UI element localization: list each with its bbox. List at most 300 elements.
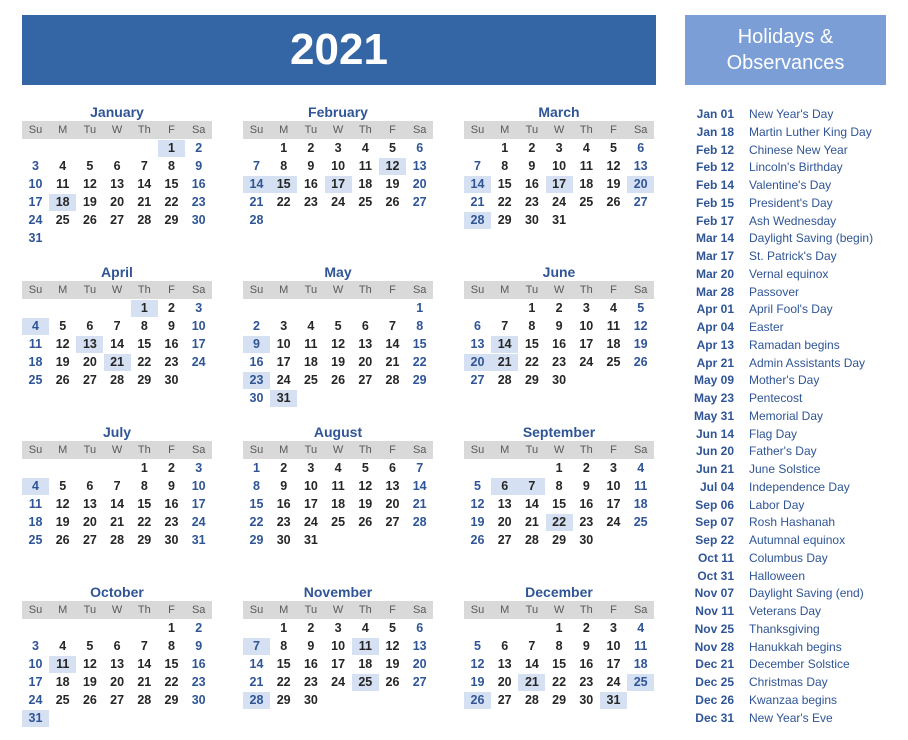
weekday-label: M — [279, 604, 289, 616]
day-cell: 24 — [191, 355, 206, 369]
day-cell: 23 — [303, 195, 318, 209]
holiday-name: New Year's Day — [749, 107, 834, 121]
day-cell: 30 — [164, 373, 179, 387]
weekday-label: W — [111, 124, 123, 136]
day-cell: 1 — [501, 141, 509, 155]
day-cell: 26 — [464, 692, 491, 709]
day-cell: 21 — [412, 497, 427, 511]
weekday-label: Su — [249, 444, 264, 456]
day-cell: 18 — [28, 355, 43, 369]
day-cell: 19 — [633, 337, 648, 351]
day-cell: 19 — [55, 355, 70, 369]
weekday-label: Tu — [525, 444, 539, 456]
day-cell: 16 — [552, 337, 567, 351]
weekday-header — [464, 441, 654, 459]
weekday-label: Sa — [633, 604, 648, 616]
day-cell: 3 — [334, 141, 342, 155]
weekday-label: M — [500, 124, 510, 136]
day-cell: 4 — [610, 301, 617, 315]
day-cell: 25 — [352, 674, 379, 691]
weekday-label: Th — [579, 124, 593, 136]
year-title: 2021 — [22, 15, 656, 85]
day-cell: 6 — [637, 141, 645, 155]
holiday-date: Jan 18 — [696, 124, 734, 139]
day-cell: 4 — [361, 141, 369, 155]
day-cell: 13 — [497, 497, 512, 511]
day-cell: 16 — [579, 497, 594, 511]
holiday-name: Daylight Saving (begin) — [749, 231, 874, 246]
day-cell: 27 — [497, 533, 512, 547]
weekday-label: Sa — [191, 124, 206, 136]
day-cell: 21 — [491, 354, 518, 371]
day-cell: 30 — [276, 533, 291, 547]
day-cell: 18 — [303, 355, 318, 369]
day-cell: 26 — [385, 195, 400, 209]
weekday-label: Th — [358, 604, 372, 616]
day-cell: 15 — [552, 657, 567, 671]
day-cell: 3 — [195, 301, 203, 315]
holiday-name: Father's Day — [749, 444, 817, 459]
month-name: February — [308, 104, 368, 120]
day-cell: 22 — [546, 514, 573, 531]
day-cell: 16 — [579, 657, 594, 671]
day-cell: 29 — [164, 693, 179, 707]
holiday-row — [688, 407, 903, 425]
holidays-header-line1: Holidays & — [737, 26, 834, 48]
day-cell: 15 — [270, 176, 297, 193]
day-cell: 27 — [470, 373, 485, 387]
holiday-row — [688, 158, 903, 176]
holiday-date: Oct 31 — [697, 568, 734, 583]
weekday-label: F — [389, 124, 396, 136]
weekday-label: M — [58, 284, 68, 296]
day-cell: 8 — [140, 479, 148, 493]
day-cell: 7 — [474, 159, 481, 173]
day-cell: 17 — [606, 657, 621, 671]
day-cell: 20 — [412, 657, 427, 671]
day-cell: 18 — [633, 497, 648, 511]
day-cell: 23 — [552, 355, 567, 369]
day-cell: 13 — [497, 657, 512, 671]
day-cell: 28 — [137, 213, 152, 227]
day-cell: 2 — [280, 461, 288, 475]
holiday-name: Martin Luther King Day — [749, 124, 872, 139]
day-cell: 5 — [610, 141, 617, 155]
day-cell: 1 — [280, 141, 288, 155]
weekday-label: F — [610, 124, 617, 136]
weekday-label: F — [610, 604, 617, 616]
holiday-date: Feb 15 — [695, 195, 734, 210]
day-cell: 14 — [491, 336, 518, 353]
holiday-row — [688, 673, 903, 691]
day-cell: 7 — [416, 461, 424, 475]
day-cell: 8 — [280, 639, 288, 653]
day-cell: 28 — [524, 693, 539, 707]
weekday-label: Sa — [191, 284, 206, 296]
weekday-label: F — [610, 444, 617, 456]
holiday-name: Pentecost — [749, 391, 803, 405]
day-cell: 1 — [158, 140, 185, 157]
day-cell: 27 — [82, 533, 97, 547]
weekday-label: F — [389, 284, 396, 296]
day-cell: 22 — [524, 355, 539, 369]
weekday-label: W — [111, 284, 123, 296]
holiday-date: Dec 25 — [695, 675, 734, 689]
holiday-row — [688, 283, 903, 301]
holiday-name: Mother's Day — [749, 373, 820, 388]
day-cell: 13 — [110, 657, 125, 671]
holiday-name: Hanukkah begins — [749, 639, 842, 654]
day-cell: 28 — [524, 533, 539, 547]
holiday-date: May 23 — [693, 391, 734, 405]
day-cell: 23 — [164, 355, 179, 369]
day-cell: 12 — [385, 639, 400, 653]
weekday-label: M — [58, 444, 68, 456]
holiday-date: Feb 14 — [695, 178, 734, 192]
weekday-label: Su — [28, 284, 43, 296]
day-cell: 17 — [28, 675, 43, 689]
holiday-date: Apr 13 — [696, 337, 734, 352]
day-cell: 22 — [164, 195, 179, 209]
day-cell: 11 — [304, 337, 318, 351]
holiday-name: Easter — [749, 320, 784, 334]
holiday-name: Flag Day — [749, 426, 798, 441]
day-cell: 22 — [276, 675, 291, 689]
day-cell: 20 — [82, 355, 97, 369]
holidays-header — [685, 15, 886, 85]
weekday-label: Tu — [83, 444, 97, 456]
day-cell: 9 — [195, 639, 203, 653]
day-cell: 7 — [528, 639, 536, 653]
day-cell: 5 — [637, 301, 645, 315]
day-cell: 31 — [22, 710, 49, 727]
day-cell: 11 — [28, 337, 43, 351]
holiday-date: Dec 26 — [695, 692, 734, 707]
month-name: October — [90, 584, 144, 600]
day-cell: 27 — [633, 195, 648, 209]
month-name: January — [90, 104, 144, 120]
weekday-label: M — [500, 604, 510, 616]
weekday-label: Tu — [83, 124, 97, 136]
day-cell: 22 — [497, 195, 512, 209]
day-cell: 26 — [331, 373, 346, 387]
day-cell: 16 — [191, 657, 206, 671]
day-cell: 8 — [555, 639, 563, 653]
day-cell: 30 — [191, 213, 206, 227]
day-cell: 27 — [497, 693, 512, 707]
day-cell: 28 — [110, 533, 125, 547]
day-cell: 25 — [55, 693, 70, 707]
holiday-date: Nov 11 — [695, 604, 734, 618]
day-cell: 17 — [303, 497, 318, 511]
holiday-date: Mar 20 — [695, 266, 734, 281]
day-cell: 22 — [552, 675, 567, 689]
weekday-label: Sa — [633, 444, 648, 456]
day-cell: 8 — [416, 319, 424, 333]
day-cell: 19 — [606, 177, 621, 191]
day-cell: 12 — [82, 657, 97, 671]
day-cell: 4 — [582, 141, 590, 155]
day-cell: 11 — [579, 159, 593, 173]
day-cell: 15 — [249, 497, 264, 511]
holiday-date: Sep 22 — [695, 533, 734, 547]
weekday-label: Th — [137, 444, 151, 456]
weekday-label: W — [332, 284, 344, 296]
day-cell: 18 — [55, 675, 70, 689]
day-cell: 10 — [606, 479, 621, 493]
day-cell: 20 — [497, 515, 512, 529]
day-cell: 2 — [555, 301, 563, 315]
day-cell: 27 — [385, 515, 400, 529]
weekday-label: F — [389, 604, 396, 616]
day-cell: 19 — [385, 657, 400, 671]
month-name: September — [522, 424, 596, 440]
day-cell: 8 — [253, 479, 260, 493]
day-cell: 2 — [195, 621, 203, 635]
month-name: June — [542, 264, 576, 280]
weekday-label: Sa — [633, 284, 648, 296]
day-cell: 11 — [49, 656, 76, 673]
day-cell: 20 — [412, 177, 427, 191]
holiday-date: Sep 06 — [695, 497, 734, 512]
weekday-label: W — [553, 604, 565, 616]
day-cell: 18 — [358, 657, 373, 671]
day-cell: 9 — [555, 319, 563, 333]
day-cell: 31 — [28, 231, 43, 245]
day-cell: 17 — [579, 337, 594, 351]
day-cell: 27 — [412, 195, 427, 209]
day-cell: 1 — [416, 301, 424, 315]
holiday-date: Jul 04 — [699, 479, 734, 494]
day-cell: 26 — [358, 515, 373, 529]
day-cell: 11 — [606, 319, 621, 333]
day-cell: 6 — [86, 479, 94, 493]
day-cell: 30 — [524, 213, 539, 227]
day-cell: 31 — [191, 533, 206, 547]
day-cell: 12 — [470, 657, 485, 671]
day-cell: 17 — [276, 355, 291, 369]
day-cell: 17 — [191, 337, 206, 351]
weekday-header — [22, 441, 212, 459]
holiday-name: Daylight Saving (end) — [749, 586, 864, 601]
holiday-date: May 09 — [693, 373, 734, 388]
holiday-date: Dec 21 — [695, 657, 734, 672]
weekday-label: Su — [470, 124, 485, 136]
holiday-name: June Solstice — [749, 462, 821, 476]
day-cell: 19 — [385, 177, 400, 191]
day-cell: 15 — [137, 337, 152, 351]
day-cell: 20 — [497, 675, 512, 689]
day-cell: 2 — [307, 621, 315, 635]
weekday-label: Tu — [304, 284, 318, 296]
day-cell: 29 — [164, 213, 179, 227]
day-cell: 14 — [249, 657, 264, 671]
day-cell: 5 — [474, 639, 481, 653]
day-cell: 26 — [606, 195, 621, 209]
holiday-name: Columbus Day — [749, 550, 828, 565]
day-cell: 9 — [168, 479, 175, 493]
day-cell: 28 — [243, 692, 270, 709]
day-cell: 6 — [416, 621, 424, 635]
day-cell: 9 — [195, 159, 203, 173]
month-name: May — [324, 264, 352, 280]
day-cell: 16 — [303, 177, 318, 191]
weekday-label: Tu — [525, 604, 539, 616]
day-cell: 20 — [464, 354, 491, 371]
day-cell: 4 — [59, 159, 67, 173]
day-cell: 16 — [524, 177, 539, 191]
day-cell: 21 — [137, 675, 152, 689]
day-cell: 27 — [358, 373, 373, 387]
holiday-name: Autumnal equinox — [749, 533, 846, 547]
weekday-header — [243, 441, 433, 459]
day-cell: 7 — [113, 319, 121, 333]
day-cell: 21 — [137, 195, 152, 209]
day-cell: 29 — [497, 213, 512, 227]
holiday-name: April Fool's Day — [749, 302, 833, 317]
day-cell: 29 — [249, 533, 264, 547]
day-cell: 3 — [280, 319, 288, 333]
day-cell: 8 — [528, 319, 536, 333]
holiday-row — [688, 389, 903, 407]
day-cell: 23 — [579, 515, 594, 529]
day-cell: 2 — [168, 301, 175, 315]
weekday-label: Tu — [304, 124, 318, 136]
weekday-label: Th — [579, 284, 593, 296]
day-cell: 2 — [307, 141, 315, 155]
day-cell: 8 — [555, 479, 563, 493]
day-cell: 19 — [470, 515, 485, 529]
holiday-name: Rosh Hashanah — [749, 515, 836, 530]
day-cell: 10 — [28, 657, 43, 671]
day-cell: 3 — [32, 639, 39, 653]
day-cell: 18 — [28, 515, 43, 529]
day-cell: 30 — [249, 391, 264, 405]
day-cell: 28 — [137, 693, 152, 707]
day-cell: 14 — [137, 177, 152, 191]
holiday-row — [688, 371, 903, 389]
day-cell: 18 — [49, 194, 76, 211]
day-cell: 23 — [524, 195, 539, 209]
holiday-name: Passover — [749, 284, 800, 299]
holiday-name: Ash Wednesday — [749, 213, 837, 228]
day-cell: 12 — [633, 319, 648, 333]
holiday-date: Feb 17 — [695, 213, 734, 228]
holiday-row — [688, 478, 903, 496]
day-cell: 7 — [243, 638, 270, 655]
day-cell: 14 — [524, 657, 539, 671]
holiday-date: Jun 20 — [695, 444, 734, 459]
weekday-label: F — [168, 604, 175, 616]
day-cell: 9 — [307, 159, 315, 173]
month-name: July — [102, 424, 131, 440]
day-cell: 11 — [56, 177, 70, 191]
day-cell: 2 — [168, 461, 175, 475]
day-cell: 3 — [32, 159, 39, 173]
holiday-name: Ramadan begins — [749, 337, 840, 352]
day-cell: 6 — [501, 639, 509, 653]
day-cell: 15 — [524, 337, 539, 351]
day-cell: 2 — [528, 141, 536, 155]
day-cell: 8 — [501, 159, 509, 173]
holiday-row — [688, 123, 903, 141]
day-cell: 5 — [59, 479, 67, 493]
day-cell: 3 — [334, 621, 342, 635]
weekday-label: Th — [358, 444, 372, 456]
day-cell: 14 — [412, 479, 427, 493]
weekday-header — [22, 601, 212, 619]
holiday-name: St. Patrick's Day — [749, 249, 837, 263]
day-cell: 6 — [416, 141, 424, 155]
weekday-label: W — [332, 604, 344, 616]
weekday-label: M — [279, 444, 289, 456]
holiday-row — [688, 141, 903, 159]
holiday-date: Mar 14 — [695, 231, 734, 246]
day-cell: 1 — [555, 461, 563, 475]
weekday-label: Su — [249, 604, 264, 616]
day-cell: 3 — [307, 461, 315, 475]
day-cell: 10 — [331, 159, 346, 173]
day-cell: 12 — [379, 158, 406, 175]
day-cell: 27 — [82, 373, 97, 387]
holiday-row — [688, 194, 903, 212]
day-cell: 15 — [137, 497, 152, 511]
weekday-label: Su — [28, 604, 43, 616]
day-cell: 24 — [276, 373, 291, 387]
day-cell: 23 — [303, 675, 318, 689]
day-cell: 16 — [164, 337, 179, 351]
day-cell: 9 — [582, 479, 590, 493]
holiday-date: Nov 28 — [694, 639, 734, 654]
weekday-label: Su — [470, 604, 485, 616]
weekday-label: F — [168, 444, 175, 456]
weekday-label: W — [111, 604, 123, 616]
day-cell: 10 — [191, 479, 206, 493]
day-cell: 28 — [497, 373, 512, 387]
weekday-label: Sa — [412, 124, 427, 136]
holiday-row — [688, 567, 903, 585]
day-cell: 27 — [110, 213, 125, 227]
weekday-label: W — [553, 284, 565, 296]
weekday-label: Tu — [304, 444, 318, 456]
holiday-name: Lincoln's Birthday — [749, 160, 843, 175]
day-cell: 24 — [606, 675, 621, 689]
day-cell: 6 — [361, 319, 369, 333]
day-cell: 18 — [358, 177, 373, 191]
day-cell: 7 — [140, 159, 148, 173]
holiday-row — [688, 265, 903, 283]
holidays-header-line2: Observances — [726, 52, 845, 74]
day-cell: 8 — [168, 159, 175, 173]
day-cell: 10 — [552, 159, 567, 173]
month-name: December — [525, 584, 593, 600]
holiday-name: Admin Assistants Day — [749, 355, 866, 370]
day-cell: 3 — [555, 141, 563, 155]
day-cell: 7 — [253, 159, 260, 173]
day-cell: 10 — [28, 177, 43, 191]
day-cell: 20 — [385, 497, 400, 511]
holiday-row — [688, 531, 903, 549]
day-cell: 11 — [634, 639, 648, 653]
month-name: August — [313, 424, 363, 440]
month-name: November — [303, 584, 373, 600]
weekday-label: M — [500, 284, 510, 296]
day-cell: 20 — [82, 515, 97, 529]
day-cell: 17 — [325, 176, 352, 193]
day-cell: 21 — [110, 515, 125, 529]
holiday-row — [688, 354, 903, 372]
day-cell: 30 — [191, 693, 206, 707]
